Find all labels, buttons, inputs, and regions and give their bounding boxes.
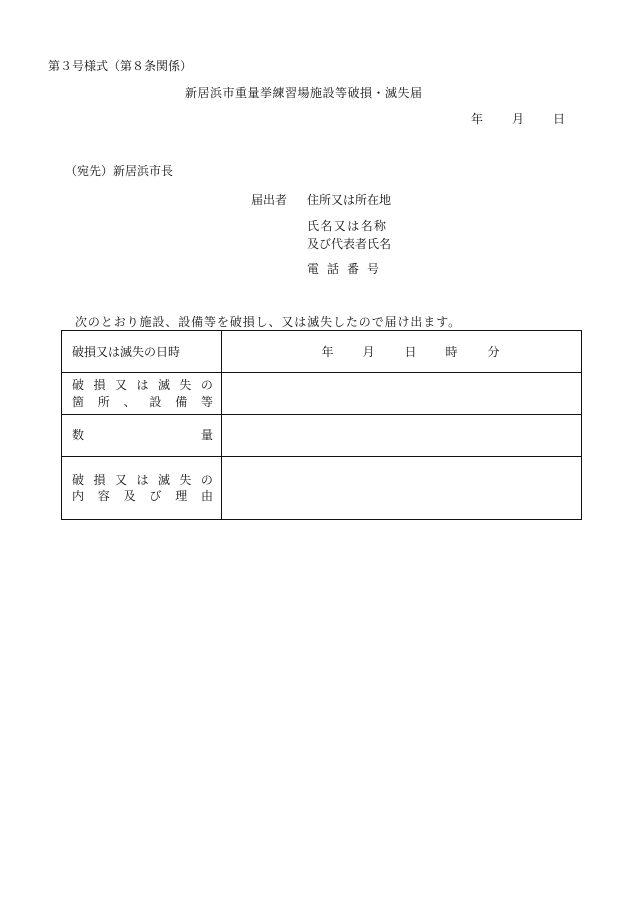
- reason-value-cell[interactable]: [222, 457, 582, 520]
- table-row: [62, 373, 582, 415]
- address-label: 住所又は所在地: [307, 193, 392, 207]
- label-char: は: [136, 472, 149, 487]
- label-char: 由: [200, 489, 213, 503]
- document-title: 新居浜市重量挙練習場施設等破損・滅失届: [185, 86, 423, 100]
- label-char: 破: [72, 378, 85, 393]
- label-char: の: [200, 472, 213, 487]
- label-char: び: [149, 489, 162, 503]
- quantity-value-cell[interactable]: [222, 415, 582, 457]
- label-char: 失: [179, 378, 192, 393]
- form-number: 第３号様式（第８条関係）: [48, 59, 193, 73]
- phone-label: 電話番号: [307, 262, 388, 276]
- notifier-label: 届出者: [251, 193, 288, 207]
- dt-year-unit: 年: [321, 345, 334, 359]
- quantity-label-right: 量: [200, 428, 213, 443]
- label-char: 備: [175, 394, 188, 409]
- label-char: 損: [93, 378, 106, 393]
- location-value-cell[interactable]: [222, 373, 582, 415]
- day-unit: 日: [553, 112, 566, 126]
- label-char: 内: [72, 489, 85, 503]
- dt-day-unit: 日: [404, 345, 417, 359]
- label-char: 理: [175, 489, 188, 503]
- month-unit: 月: [512, 112, 525, 126]
- year-unit: 年: [471, 112, 484, 126]
- dt-minute-unit: 分: [487, 345, 500, 359]
- quantity-label-left: 数: [72, 428, 85, 443]
- table-row: [62, 457, 582, 520]
- datetime-value-cell[interactable]: [222, 331, 582, 373]
- label-char: 滅: [157, 378, 170, 393]
- dt-month-unit: 月: [362, 345, 375, 359]
- label-char: 所: [97, 394, 110, 409]
- label-char: 破: [72, 472, 85, 487]
- label-char: 及: [123, 489, 136, 503]
- dt-hour-unit: 時: [445, 345, 458, 359]
- label-char: 等: [200, 394, 213, 409]
- table-row: [62, 331, 582, 373]
- location-label-line1: [72, 377, 213, 393]
- reason-label-line1: [72, 472, 213, 488]
- label-char: 又: [114, 378, 127, 393]
- label-char: 損: [93, 472, 106, 487]
- label-char: 、: [123, 394, 136, 409]
- label-char: の: [200, 378, 213, 393]
- notice-table: [61, 330, 582, 520]
- label-char: 滅: [157, 472, 170, 487]
- addressee: （宛先）新居浜市長: [65, 164, 174, 178]
- label-char: 容: [97, 489, 110, 503]
- name-label-line2: 及び代表者氏名: [307, 237, 392, 251]
- label-char: は: [136, 378, 149, 393]
- location-label-cell: [62, 373, 222, 415]
- name-label-line1: 氏名又は名称: [307, 219, 388, 233]
- quantity-label-cell: [62, 415, 222, 457]
- table-row: [62, 415, 582, 457]
- label-char: 失: [179, 472, 192, 487]
- datetime-label: 破損又は滅失の日時: [72, 345, 181, 359]
- reason-label-cell: [62, 457, 222, 520]
- location-label-line2: [72, 394, 213, 410]
- reason-label-line2: [72, 488, 213, 504]
- datetime-label-cell: [62, 331, 222, 373]
- intro-text: 次のとおり施設、設備等を破損し、又は滅失したので届け出ます。: [75, 315, 462, 329]
- label-char: 又: [114, 472, 127, 487]
- label-char: 箇: [72, 394, 85, 409]
- submission-date: [471, 113, 565, 125]
- label-char: 設: [149, 394, 162, 409]
